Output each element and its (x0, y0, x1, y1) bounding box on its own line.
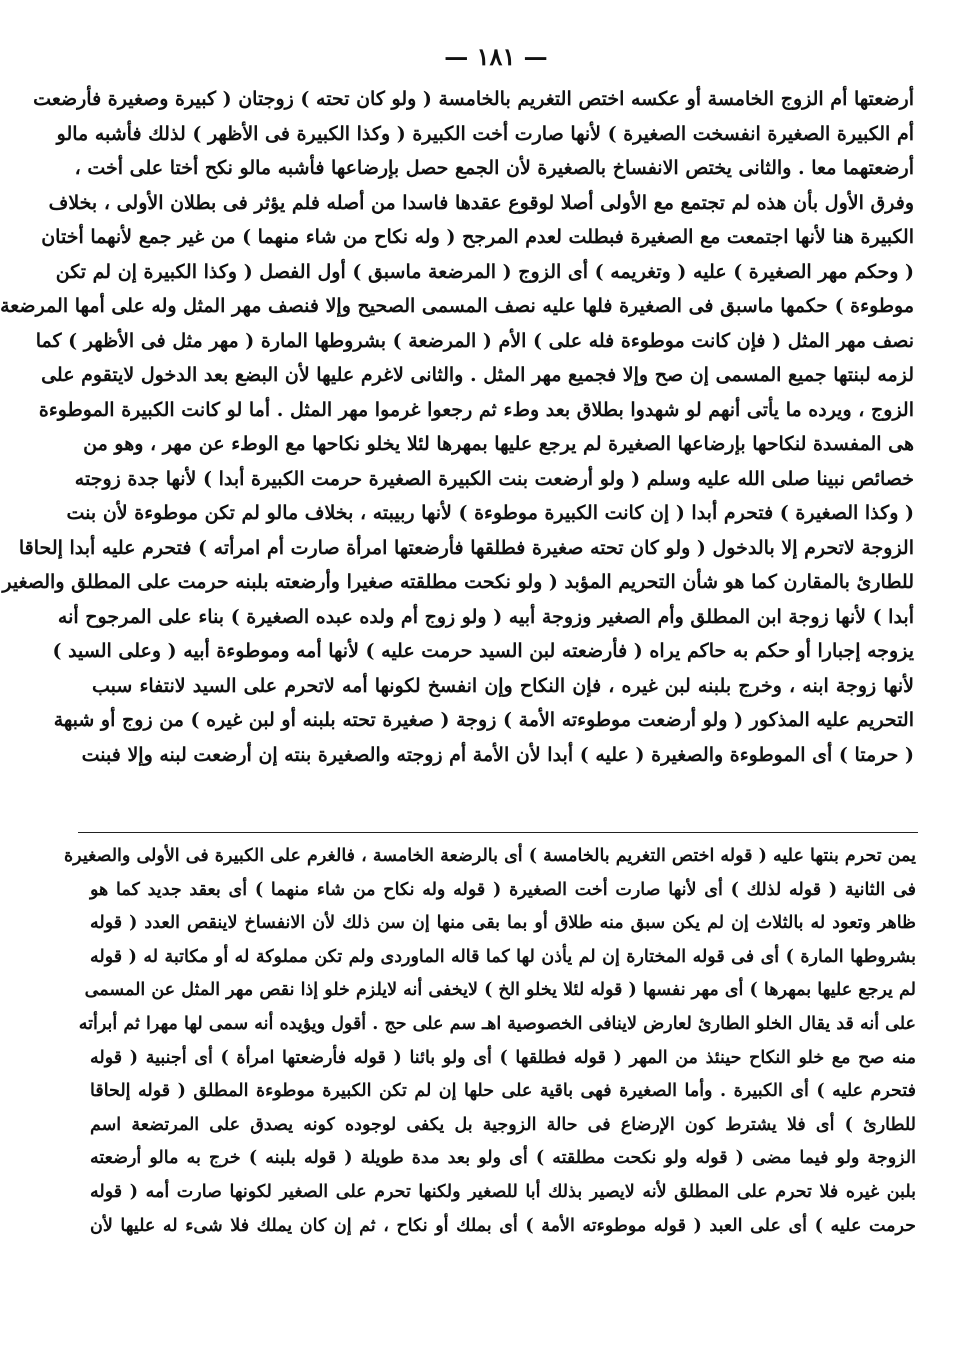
commentary-line: منه صح مع خلو النكاح حينئذ من المهر ( قوله فطلقها ) أى ولو بائنا ( قوله فأرضعتها امرأة ) أى أجنبية ( قوله (90, 1047, 916, 1068)
main-text-line: الزوجة لاتحرم إلا بالدخول ( ولو كان تحته صغيرة فطلقها فأرضعتها امرأة صارت أم امرأته ) فتحرم عليه أبدا إلحاقا (18, 536, 914, 559)
main-text-line: الزوج ، ويرده ما يأتى أنهم لو شهدوا بطلاق بعد وطء ثم رجعوا غرموا مهر المثل . أما لو كانت الكبيرة الموطوءة (38, 398, 914, 421)
main-text-line: خصائص نبينا صلى الله عليه وسلم ( ولو أرضعت بنت الكبيرة الصغيرة حرمت الكبيرة أبدا ) لأنها جدة زوجته (74, 467, 914, 490)
commentary-line: حرمت عليه ) أى على العبد ( قوله موطوءته الأمة ) أى بملك أو نكاح ، ثم إن كان يملك فلا شىء له عليها لأن (90, 1215, 916, 1236)
main-text-line: نصف مهر المثل ( فإن كانت موطوءة فله على ) الأم ( المرضعة ) بشروطها المارة ( مهر مثل فى الأظهر ) كما (35, 329, 914, 352)
commentary-line: فى الثانية ( قوله لذلك ) أى لأنها صارت أخت الصغيرة ( قوله وله نكاح من شاء منهما ) أى بعقد جديد كما هو (90, 879, 916, 900)
main-text-line: الكبيرة هنا لأنها اجتمعت مع الصغيرة فبطلت لعدم المرجح ( وله نكاح من شاء منهما ) من غير جمع لأنهما أختان (41, 226, 914, 248)
commentary-line: على أنه قد يقال الخلو الطارئ لعارض لاينافى الخصوصية اهـ سم على حج . أقول ويؤيده أنه سمى لها مهرا ثم أبرأته (78, 1013, 916, 1034)
commentary-line: ظاهر وتعود له بالثلاث إن لم يكن سبق منه طلاق أو بما بقى منها إن سن ذلك لأن الانفساخ لاينقص العدد ( قوله (90, 913, 916, 934)
commentary-line: يمن تحرم بنتها عليه ( قوله اختص التغريم بالخامسة ) أى بالرضعة الخامسة ، فالغرم على الكبيرة فى الأولى والصغيرة (64, 846, 916, 866)
commentary-line: فتحرم عليه ) أى الكبيرة . وأما الصغيرة فهى باقية على حلها إن لم تكن الكبيرة موطوءة المطلق ( قوله إلحاقا (90, 1081, 916, 1102)
commentary-line: الزوجة ولو فيما مضى ( قوله ولو نكحت مطلقته ) أى ولو بعد مدة طويلة ( قوله بلبنه ) خرج به مالو أرضعته (90, 1148, 916, 1169)
commentary-line: بلبن غيره فلا تحرم على المطلق لأنه لايصير بذلك أبا للصغير ولكنها تحرم على الصغير لكونها صارت أمه ( قوله (90, 1181, 916, 1202)
separator-rule (78, 832, 918, 833)
commentary-line: للطارئ ) أى فلا يشترط كون الإرضاع فى حالة الزوجية بل يكفى لوجوده كونه يصدق على المرتضعة اسم (90, 1114, 916, 1135)
commentary-line: بشروطها المارة ) أى فى قوله المختارة إن لم يأذن لها كما قاله الماوردى ولم تكن مملوكة له أو مكاتبة له ( قوله (90, 946, 916, 967)
main-text-line: أرضعتهما معا . والثانى يختص الانفساخ بالصغيرة لأن الجمع حصل بإرضاعها فأشبه مالو نكح أختا على أخت ، (74, 157, 914, 179)
main-text-line: ( وحكم مهر الصغيرة ) عليه ( وتغريمه ) أى الزوج ( المرضعة ماسبق ) أول الفصل ( وكذا الكبيرة إن لم تكن (55, 260, 914, 283)
main-text-line: لزمه لبنتها جميع المسمى إن صح وإلا فجميع مهر المثل . والثانى لاغرم عليها لأن البضع بعد الدخول لايتقوم على (41, 364, 914, 386)
main-text-line: للطارئ بالمقارن كما هو شأن التحريم المؤبد ( ولو نكحت مطلقته صغيرا وأرضعته بلبنه حرمت على المطلق والصغير (2, 571, 914, 593)
commentary-block (64, 840, 916, 1243)
main-text-line: هى المفسدة لنكاحها بإرضاعها الصغيرة لم يرجع عليها بمهرها لئلا يخلو نكاحها مع الوطء عن مهر ، وهو من (83, 433, 914, 455)
main-text-block (0, 82, 915, 772)
main-text-line: ( حرمتا ) أى الموطوءة والصغيرة ( عليه ) أبدا لأن الأمة أم زوجته والصغيرة بنته إن أرضعت لبنه وإلا فبنت (81, 743, 914, 766)
main-text-line: ( وكذا الصغيرة ) فتحرم أبدا ( إن كانت الكبيرة موطوءة ) لأنها ربيبته ، بخلاف مالو لم تكن موطوءة لأن بنت (66, 502, 914, 524)
main-text-line: لأنها زوجة ابنه ، وخرج بلبنه لبن غيره ، فإن النكاح وإن انفسخ لكونها أمه لاتحرم على السيد لانتفاء سبب (92, 674, 915, 697)
page-number: — ١٨١ — (444, 42, 548, 71)
main-text-line: وفرق الأول بأن هذه لم تجتمع مع الأولى أصلا لوقوع عقدها فاسدا من أصله فلم يؤثر فى بطلان الأولى ، بخلاف (48, 191, 914, 214)
main-text-line: يزوجه إجبارا أو حكم به حاكم يراه ( فأرضعته لبن السيد حرمت عليه ) لأنها أمه وموطوءة أبيه ( وعلى السيد ) (52, 640, 914, 662)
main-text-line: أرضعتها أم الزوج الخامسة أو عكسه اختص التغريم بالخامسة ( ولو كان تحته ) زوجتان ( كبيرة وصغيرة فأرضعت (33, 88, 914, 110)
main-text-line: موطوءة ) حكمها ماسبق فى الصغيرة فلها عليه نصف المسمى الصحيح وإلا فنصف مهر المثل وله على أمها المرضعة (0, 295, 914, 317)
main-text-line: التحريم عليه المذكور ( ولو أرضعت موطوءته الأمة ) زوجة ( صغيرة تحته بلبنه أو لبن غيره ) من زوج أو شبهة (53, 709, 914, 731)
commentary-line: لم يرجع عليها بمهرها ) أى مهر نفسها ( قوله لئلا يخلو الخ ) لايخفى أنه لايلزم خلو إذا نقص مهر المثل عن المسمى (84, 980, 916, 1001)
main-text-line: أم الكبيرة الصغيرة انفسخت الصغيرة ) لأنها صارت أخت الكبيرة ( وكذا الكبيرة فى الأظهر ) لذلك فأشبه مالو (56, 122, 914, 145)
main-text-line: أبدا ) لأنها زوجة ابن المطلق وأم الصغير وزوجة أبيه ( ولو زوج أم ولده عبده الصغيرة ) بناء على المرجوح أنه (57, 605, 914, 628)
